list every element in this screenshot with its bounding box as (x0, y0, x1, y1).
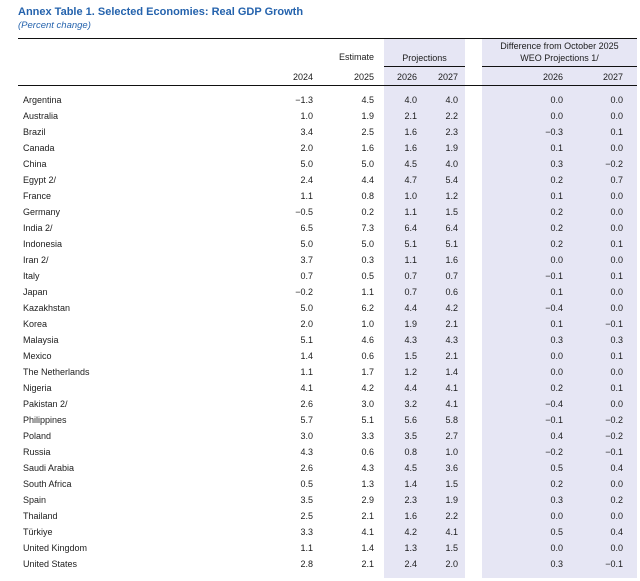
value-cell: 0.0 (610, 367, 623, 377)
value-cell: 1.6 (361, 143, 374, 153)
table-top-rule (18, 38, 637, 39)
country-label: Malaysia (23, 335, 59, 345)
value-cell: 5.0 (300, 303, 313, 313)
table-row (0, 540, 640, 556)
value-cell: 0.2 (550, 175, 563, 185)
value-cell: 4.4 (404, 383, 417, 393)
country-label: Russia (23, 447, 51, 457)
country-label: Nigeria (23, 383, 52, 393)
country-label: Egypt 2/ (23, 175, 57, 185)
table-body (0, 92, 640, 572)
value-cell: 0.7 (404, 287, 417, 297)
value-cell: −0.4 (545, 399, 563, 409)
year-header-2025: 2025 (353, 72, 374, 82)
value-cell: −0.2 (605, 159, 623, 169)
value-cell: −0.1 (605, 319, 623, 329)
value-cell: 4.1 (300, 383, 313, 393)
value-cell: −0.4 (545, 303, 563, 313)
value-cell: 4.2 (361, 383, 374, 393)
value-cell: 3.0 (361, 399, 374, 409)
value-cell: 0.1 (610, 271, 623, 281)
value-cell: 0.0 (610, 543, 623, 553)
country-label: Poland (23, 431, 52, 441)
value-cell: 2.1 (404, 111, 417, 121)
value-cell: 3.6 (445, 463, 458, 473)
value-cell: 0.4 (610, 527, 623, 537)
value-cell: 6.2 (361, 303, 374, 313)
value-cell: −0.2 (605, 431, 623, 441)
country-label: Mexico (23, 351, 52, 361)
value-cell: 1.4 (361, 543, 374, 553)
value-cell: 0.0 (610, 511, 623, 521)
value-cell: 2.1 (361, 511, 374, 521)
value-cell: 1.9 (445, 143, 458, 153)
value-cell: 4.4 (404, 303, 417, 313)
value-cell: 2.3 (445, 127, 458, 137)
value-cell: 6.5 (300, 223, 313, 233)
value-cell: −0.5 (295, 207, 313, 217)
value-cell: 0.6 (445, 287, 458, 297)
year-header-2027: 2027 (437, 72, 458, 82)
table-row (0, 412, 640, 428)
value-cell: 5.6 (404, 415, 417, 425)
value-cell: 2.4 (404, 559, 417, 569)
value-cell: 0.2 (361, 207, 374, 217)
value-cell: 3.3 (300, 527, 313, 537)
value-cell: 2.7 (445, 431, 458, 441)
value-cell: 4.1 (445, 527, 458, 537)
country-label: Argentina (23, 95, 62, 105)
table-row (0, 236, 640, 252)
value-cell: 0.3 (550, 495, 563, 505)
table-row (0, 364, 640, 380)
value-cell: 4.7 (404, 175, 417, 185)
value-cell: 0.1 (610, 239, 623, 249)
value-cell: 1.5 (404, 351, 417, 361)
value-cell: 0.0 (610, 255, 623, 265)
table-row (0, 172, 640, 188)
table-row (0, 300, 640, 316)
table-row (0, 492, 640, 508)
value-cell: 5.0 (361, 159, 374, 169)
value-cell: 0.2 (550, 383, 563, 393)
value-cell: 1.7 (361, 367, 374, 377)
value-cell: 3.3 (361, 431, 374, 441)
value-cell: 5.1 (404, 239, 417, 249)
value-cell: 0.5 (550, 527, 563, 537)
value-cell: 0.0 (550, 111, 563, 121)
country-label: United Kingdom (23, 543, 88, 553)
value-cell: 0.2 (550, 223, 563, 233)
value-cell: 4.3 (404, 335, 417, 345)
value-cell: 6.4 (404, 223, 417, 233)
value-cell: 0.0 (610, 111, 623, 121)
value-cell: 5.0 (300, 159, 313, 169)
value-cell: 1.2 (445, 191, 458, 201)
table-row (0, 268, 640, 284)
value-cell: 1.1 (300, 543, 313, 553)
country-label: Spain (23, 495, 47, 505)
country-label: Philippines (23, 415, 67, 425)
value-cell: 4.1 (445, 399, 458, 409)
value-cell: 1.1 (404, 207, 417, 217)
table-row (0, 380, 640, 396)
projections-underline (384, 66, 465, 67)
value-cell: 4.2 (404, 527, 417, 537)
table-row (0, 92, 640, 108)
year-header-2026: 2026 (396, 72, 417, 82)
value-cell: 0.1 (550, 287, 563, 297)
value-cell: 1.0 (300, 111, 313, 121)
value-cell: 2.1 (361, 559, 374, 569)
table-row (0, 556, 640, 572)
value-cell: 0.2 (550, 207, 563, 217)
value-cell: 0.1 (610, 383, 623, 393)
value-cell: 1.1 (300, 191, 313, 201)
page-title: Annex Table 1. Selected Economies: Real GDP Growth (18, 6, 304, 18)
value-cell: 5.4 (445, 175, 458, 185)
country-label: Thailand (23, 511, 58, 521)
value-cell: 2.8 (300, 559, 313, 569)
value-cell: −0.1 (545, 415, 563, 425)
country-label: Japan (23, 287, 48, 297)
value-cell: 1.6 (404, 143, 417, 153)
value-cell: 0.0 (550, 255, 563, 265)
value-cell: 1.1 (300, 367, 313, 377)
value-cell: 4.4 (361, 175, 374, 185)
value-cell: 0.0 (610, 191, 623, 201)
value-cell: 0.7 (300, 271, 313, 281)
value-cell: 2.9 (361, 495, 374, 505)
value-cell: 2.6 (300, 399, 313, 409)
value-cell: 0.0 (610, 143, 623, 153)
value-cell: 0.0 (550, 367, 563, 377)
value-cell: 3.4 (300, 127, 313, 137)
country-label: Korea (23, 319, 48, 329)
value-cell: 0.7 (610, 175, 623, 185)
table-row (0, 476, 640, 492)
table-row (0, 460, 640, 476)
value-cell: 0.2 (610, 495, 623, 505)
table-row (0, 140, 640, 156)
value-cell: 2.0 (300, 143, 313, 153)
value-cell: 0.1 (610, 127, 623, 137)
value-cell: 2.6 (300, 463, 313, 473)
page-subtitle: (Percent change) (18, 20, 91, 31)
country-label: India 2/ (23, 223, 53, 233)
table-row (0, 316, 640, 332)
table-row (0, 444, 640, 460)
value-cell: 0.1 (550, 191, 563, 201)
value-cell: 3.5 (404, 431, 417, 441)
value-cell: 2.5 (300, 511, 313, 521)
table-row (0, 284, 640, 300)
value-cell: −0.1 (605, 447, 623, 457)
value-cell: 2.1 (445, 319, 458, 329)
value-cell: 2.0 (300, 319, 313, 329)
value-cell: 4.3 (300, 447, 313, 457)
year-header-diff-2026: 2026 (542, 72, 563, 82)
value-cell: 0.3 (550, 559, 563, 569)
table-row (0, 156, 640, 172)
value-cell: 1.5 (445, 543, 458, 553)
country-label: The Netherlands (23, 367, 90, 377)
value-cell: 4.1 (361, 527, 374, 537)
value-cell: 0.6 (361, 351, 374, 361)
value-cell: −0.2 (545, 447, 563, 457)
value-cell: 3.2 (404, 399, 417, 409)
difference-column-header (482, 41, 637, 64)
value-cell: 2.2 (445, 111, 458, 121)
value-cell: 0.0 (550, 95, 563, 105)
value-cell: 0.0 (610, 223, 623, 233)
value-cell: 0.4 (550, 431, 563, 441)
value-cell: 4.1 (445, 383, 458, 393)
value-cell: 2.1 (445, 351, 458, 361)
value-cell: 4.5 (404, 463, 417, 473)
value-cell: 5.0 (300, 239, 313, 249)
table-row (0, 204, 640, 220)
value-cell: 1.4 (445, 367, 458, 377)
value-cell: 3.0 (300, 431, 313, 441)
country-label: Pakistan 2/ (23, 399, 68, 409)
country-label: Indonesia (23, 239, 63, 249)
value-cell: 0.0 (550, 511, 563, 521)
value-cell: 0.1 (550, 143, 563, 153)
value-cell: 1.3 (404, 543, 417, 553)
header-bottom-rule (18, 85, 637, 87)
value-cell: 0.0 (610, 287, 623, 297)
value-cell: 0.8 (361, 191, 374, 201)
value-cell: 1.1 (404, 255, 417, 265)
estimate-column-header: Estimate (338, 52, 374, 62)
country-label: Türkiye (23, 527, 53, 537)
value-cell: 5.0 (361, 239, 374, 249)
country-label: United States (23, 559, 78, 569)
value-cell: 1.3 (361, 479, 374, 489)
table-row (0, 428, 640, 444)
value-cell: 1.4 (404, 479, 417, 489)
value-cell: 2.4 (300, 175, 313, 185)
year-header-2024: 2024 (292, 72, 313, 82)
year-header-row (0, 72, 640, 84)
value-cell: 1.5 (445, 479, 458, 489)
value-cell: 0.0 (610, 95, 623, 105)
value-cell: 5.7 (300, 415, 313, 425)
value-cell: 0.0 (550, 543, 563, 553)
value-cell: 0.3 (361, 255, 374, 265)
difference-underline (482, 66, 637, 67)
value-cell: 1.0 (361, 319, 374, 329)
value-cell: 0.2 (550, 479, 563, 489)
value-cell: 3.7 (300, 255, 313, 265)
difference-header-line1: Difference from October 2025 (500, 41, 619, 51)
table-row (0, 396, 640, 412)
value-cell: 1.6 (404, 127, 417, 137)
value-cell: 2.3 (404, 495, 417, 505)
value-cell: −1.3 (295, 95, 313, 105)
value-cell: 1.1 (361, 287, 374, 297)
value-cell: 4.6 (361, 335, 374, 345)
value-cell: 2.5 (361, 127, 374, 137)
value-cell: 7.3 (361, 223, 374, 233)
value-cell: −0.1 (545, 271, 563, 281)
value-cell: 4.0 (404, 95, 417, 105)
value-cell: 0.0 (610, 399, 623, 409)
value-cell: 0.5 (300, 479, 313, 489)
value-cell: −0.2 (605, 415, 623, 425)
value-cell: 0.3 (610, 335, 623, 345)
value-cell: 5.8 (445, 415, 458, 425)
value-cell: 0.8 (404, 447, 417, 457)
value-cell: −0.1 (605, 559, 623, 569)
difference-header-line2: WEO Projections 1/ (520, 52, 599, 63)
value-cell: 0.4 (610, 463, 623, 473)
value-cell: 1.2 (404, 367, 417, 377)
value-cell: 0.0 (610, 303, 623, 313)
country-label: China (23, 159, 47, 169)
value-cell: 4.5 (361, 95, 374, 105)
country-label: Italy (23, 271, 40, 281)
value-cell: 6.4 (445, 223, 458, 233)
value-cell: 0.5 (361, 271, 374, 281)
projections-column-header: Projections (402, 53, 447, 63)
value-cell: 1.6 (404, 511, 417, 521)
value-cell: 4.5 (404, 159, 417, 169)
country-label: France (23, 191, 52, 201)
value-cell: 2.2 (445, 511, 458, 521)
country-label: Brazil (23, 127, 46, 137)
table-row (0, 220, 640, 236)
value-cell: 4.0 (445, 95, 458, 105)
value-cell: 1.4 (300, 351, 313, 361)
value-cell: 3.5 (300, 495, 313, 505)
value-cell: 1.5 (445, 207, 458, 217)
table-row (0, 108, 640, 124)
country-label: Germany (23, 207, 61, 217)
country-label: South Africa (23, 479, 72, 489)
value-cell: 1.9 (404, 319, 417, 329)
value-cell: 0.2 (550, 239, 563, 249)
value-cell: −0.2 (295, 287, 313, 297)
value-cell: 0.7 (404, 271, 417, 281)
value-cell: 0.1 (550, 319, 563, 329)
table-row (0, 508, 640, 524)
year-header-diff-2027: 2027 (602, 72, 623, 82)
value-cell: 4.3 (445, 335, 458, 345)
value-cell: 4.2 (445, 303, 458, 313)
value-cell: 1.6 (445, 255, 458, 265)
value-cell: 1.9 (445, 495, 458, 505)
country-label: Saudi Arabia (23, 463, 75, 473)
value-cell: 5.1 (361, 415, 374, 425)
value-cell: 0.5 (550, 463, 563, 473)
value-cell: 0.7 (445, 271, 458, 281)
table-row (0, 252, 640, 268)
country-label: Australia (23, 111, 59, 121)
country-label: Kazakhstan (23, 303, 71, 313)
table-row (0, 188, 640, 204)
country-label: Iran 2/ (23, 255, 49, 265)
table-row (0, 332, 640, 348)
value-cell: 2.0 (445, 559, 458, 569)
country-label: Canada (23, 143, 55, 153)
value-cell: 4.3 (361, 463, 374, 473)
value-cell: 0.0 (610, 207, 623, 217)
value-cell: 1.0 (404, 191, 417, 201)
value-cell: 4.0 (445, 159, 458, 169)
value-cell: 0.0 (610, 479, 623, 489)
value-cell: 1.0 (445, 447, 458, 457)
value-cell: 0.3 (550, 159, 563, 169)
value-cell: 0.3 (550, 335, 563, 345)
value-cell: 5.1 (445, 239, 458, 249)
table-row (0, 524, 640, 540)
value-cell: −0.3 (545, 127, 563, 137)
value-cell: 0.0 (550, 351, 563, 361)
table-row (0, 348, 640, 364)
value-cell: 0.1 (610, 351, 623, 361)
value-cell: 5.1 (300, 335, 313, 345)
value-cell: 1.9 (361, 111, 374, 121)
table-row (0, 124, 640, 140)
value-cell: 0.6 (361, 447, 374, 457)
